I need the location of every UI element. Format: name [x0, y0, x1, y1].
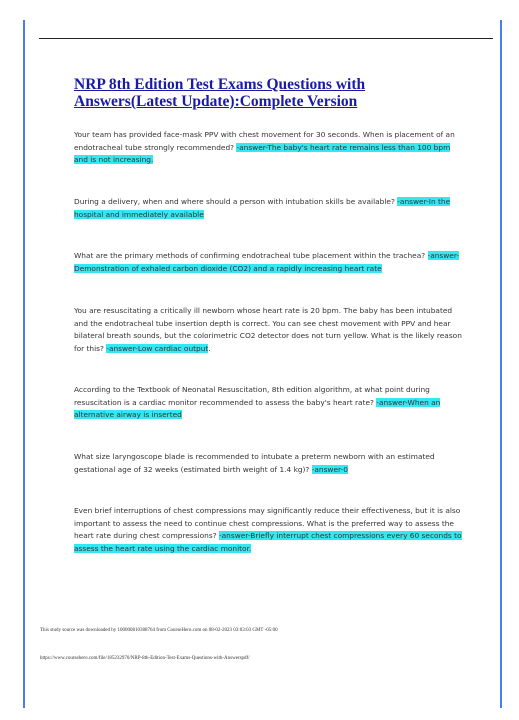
answer-highlight: -answer-Demonstration of exhaled carbon dioxide (CO2) and a rapidly increasing heart rate: [74, 251, 460, 273]
answer-highlight: -answer-Low cardiac output: [106, 343, 209, 353]
source-url[interactable]: https://www.coursehero.com/file/185232970/NRP-8th-Edition-Test-Exams-Questions-with-Answerspdf/: [40, 656, 250, 661]
header-rule: [39, 38, 493, 39]
question-text: What are the primary methods of confirming endotracheal tube placement within the trachea?: [74, 251, 428, 260]
answer-highlight: -answer-In the hospital and immediately available: [74, 197, 451, 219]
qa-item-4: [74, 305, 466, 355]
qa-item-6: [74, 451, 466, 476]
answer-tail: .: [208, 343, 211, 353]
document-title: NRP 8th Edition Test Exams Questions with Answers(Latest Update):Complete Version: [74, 76, 366, 110]
page-border-frame: [23, 20, 502, 708]
answer-highlight: -answer-When an alternative airway is inserted: [74, 397, 441, 420]
answer-highlight: -answer-0: [311, 464, 348, 474]
qa-item-7: [74, 505, 466, 555]
answer-highlight: -answer-Briefly interrupt chest compressions every 60 seconds to assess the heart rate using the cardiac monitor.: [74, 531, 462, 553]
question-text: Your team has provided face-mask PPV with chest movement for 30 seconds. When is placement of an endotracheal tube strongly recommended?: [74, 130, 455, 152]
qa-item-5: [74, 384, 466, 422]
question-text: During a delivery, when and where should a person with intubation skills be available?: [74, 197, 398, 206]
qa-item-3: [74, 250, 466, 275]
qa-item-2: [74, 196, 466, 221]
question-text: Even brief interruptions of chest compressions may significantly reduce their effectiveness, but it is also important to assess the need to continue chest compressions. What is the preferred way to assess the heart rate during chest compressions?: [74, 506, 461, 541]
answer-highlight: -answer-The baby's heart rate remains less than 100 bpm and is not increasing.: [74, 142, 451, 165]
question-text: According to the Textbook of Neonatal Resuscitation, 8th edition algorithm, at what point during resuscitation is a cardiac monitor recommended to assess the baby's heart rate?: [74, 385, 430, 407]
download-note: This study source was downloaded by 100000810388764 from CourseHero.com on 08-02-2023 03:03:03 GMT -05:00: [40, 628, 278, 633]
qa-item-1: [74, 129, 466, 167]
question-text: You are resuscitating a critically ill newborn whose heart rate is 20 bpm. The baby has been intubated and the endotracheal tube insertion depth is correct. You can see chest movement with PPV and hear bilateral breath sounds, but the colorimetric CO2 detector does not turn yellow. What is the likely reason for this?: [74, 306, 462, 353]
question-text: What size laryngoscope blade is recommended to intubate a preterm newborn with an estimated gestational age of 32 weeks (estimated birth weight of 1.4 kg)?: [74, 452, 435, 474]
